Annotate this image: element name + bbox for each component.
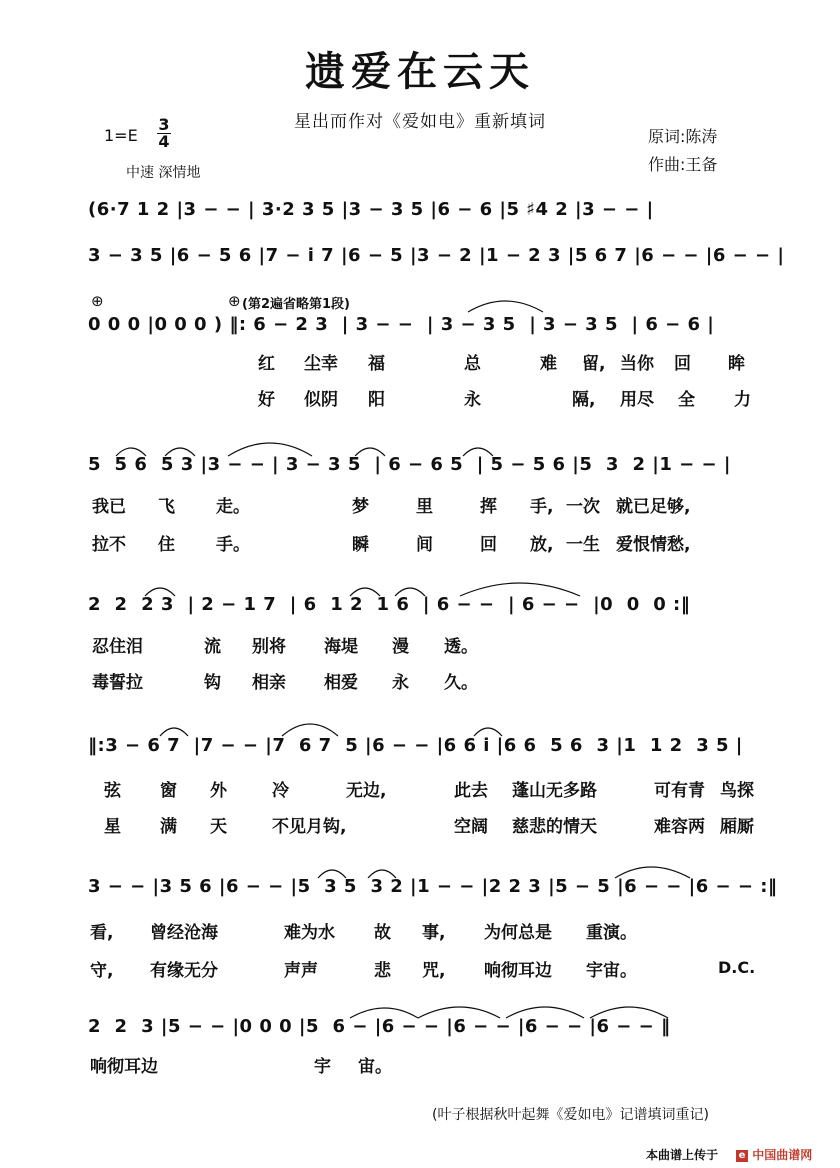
lyricist-credit: 原词:陈涛 bbox=[648, 127, 718, 146]
lyric-char: 留, bbox=[582, 354, 606, 374]
composer-credit: 作曲:王备 bbox=[648, 155, 718, 174]
lyric-char: 窗 bbox=[160, 781, 177, 801]
lyric-char: 一生 bbox=[566, 535, 600, 555]
music-line-5: 2 2 2 3 | 2 − 1 7 | 6 1 2 1 6 | 6 − − | 6 − − |0 0 0 :‖ bbox=[88, 594, 691, 615]
lyric-char: 弦 bbox=[104, 781, 121, 801]
lyric-char: 钩 bbox=[204, 673, 221, 693]
upload-text: 本曲谱上传于 bbox=[646, 1148, 719, 1162]
lyric-char: 厢厮 bbox=[720, 817, 754, 837]
lyric-char: 总 bbox=[464, 354, 481, 374]
lyric-char: 慈悲的情天 bbox=[512, 817, 597, 837]
lyric-char: 一次 bbox=[566, 497, 600, 517]
time-signature-top: 3 bbox=[158, 115, 170, 134]
lyric-line-6a bbox=[104, 776, 754, 801]
lyric-char: 回 bbox=[480, 535, 497, 555]
lyric-char: 飞 bbox=[158, 497, 175, 517]
lyric-line-7a bbox=[90, 918, 637, 943]
lyric-char: 手。 bbox=[216, 535, 250, 555]
lyric-char: 毒誓拉 bbox=[92, 673, 143, 693]
lyric-line-5a bbox=[92, 632, 478, 657]
lyric-char: 空阔 bbox=[454, 817, 488, 837]
lyric-char: 间 bbox=[416, 535, 433, 555]
lyric-char: 事, bbox=[422, 923, 446, 943]
lyric-char: 外 bbox=[210, 781, 227, 801]
lyric-char: 回 bbox=[674, 354, 691, 374]
music-line-8: 2 2 3 |5 − − |0 0 0 |5 6 − |6 − − |6 − − |6 − − |6 − − ‖ bbox=[88, 1016, 671, 1037]
slur-arc bbox=[468, 301, 543, 312]
lyric-char: 别将 bbox=[252, 637, 286, 657]
lyric-char: 蓬山无多路 bbox=[512, 781, 597, 801]
lyric-char: 里 bbox=[416, 497, 433, 517]
lyric-char: 我已 bbox=[92, 497, 126, 517]
lyric-char: 天 bbox=[210, 817, 227, 837]
music-line-3: 0 0 0 |0 0 0 ) ‖: 6 − 2 3 | 3 − − | 3 − 3 5 | 3 − 3 5 | 6 − 6 | bbox=[88, 314, 715, 335]
lyric-char: 永 bbox=[392, 673, 409, 693]
lyric-char: 相爱 bbox=[324, 673, 358, 693]
lyric-char: 走。 bbox=[216, 497, 250, 517]
lyric-char: 响彻耳边 bbox=[90, 1057, 158, 1077]
lyric-char: 难 bbox=[540, 354, 557, 374]
lyric-char: 隔, bbox=[572, 390, 596, 410]
lyric-char: 宇 bbox=[314, 1057, 331, 1077]
lyric-line-3b bbox=[258, 385, 751, 410]
lyric-char: 似阴 bbox=[304, 390, 338, 410]
lyric-char: 红 bbox=[258, 354, 275, 374]
lyric-char: 福 bbox=[368, 354, 385, 374]
lyric-char: 手, bbox=[530, 497, 554, 517]
lyric-char: 海堤 bbox=[324, 637, 358, 657]
song-title: 遗爱在云天 bbox=[305, 48, 535, 95]
lyric-char: 冷 bbox=[272, 781, 289, 801]
lyric-char: 响彻耳边 bbox=[484, 961, 552, 981]
lyric-char: 流 bbox=[204, 637, 221, 657]
key-signature: 1=E bbox=[104, 126, 138, 145]
intro-line-1: (6·7 1 2 |3 − − | 3·2 3 5 |3 − 3 5 |6 − 6 |5 ♯4 2 |3 − − | bbox=[88, 199, 654, 220]
lyric-char: 眸 bbox=[728, 354, 745, 374]
time-signature-bottom: 4 bbox=[158, 132, 170, 151]
lyric-line-3a bbox=[258, 349, 745, 374]
lyric-char: 挥 bbox=[480, 497, 497, 517]
lyric-char: 此去 bbox=[454, 781, 488, 801]
lyric-char: 全 bbox=[678, 390, 695, 410]
music-line-7: 3 − − |3 5 6 |6 − − |5 3 5 3 2 |1 − − |2 2 3 |5 − 5 |6 − − |6 − − :‖ bbox=[88, 876, 778, 897]
lyric-char: 有缘无分 bbox=[150, 961, 218, 981]
music-line-4: 5 5 6 5 3 |3 − − | 3 − 3 5 | 6 − 6 5 | 5 − 5 6 |5 3 2 |1 − − | bbox=[88, 454, 731, 475]
lyric-char: 就已足够, bbox=[616, 497, 691, 517]
lyric-char: 悲 bbox=[374, 961, 391, 981]
lyric-char: 不见月钩, bbox=[272, 817, 347, 837]
lyric-char: 星 bbox=[104, 817, 121, 837]
lyric-char: 咒, bbox=[422, 961, 446, 981]
lyric-char: 难为水 bbox=[284, 923, 335, 943]
lyric-char: 看, bbox=[90, 923, 114, 943]
logo-icon: e bbox=[736, 1150, 748, 1162]
lyric-char: 久。 bbox=[444, 673, 478, 693]
lyric-char: 当你 bbox=[620, 354, 654, 374]
site-logo[interactable] bbox=[736, 1146, 812, 1163]
tempo-marking: 中速 深情地 bbox=[126, 165, 201, 181]
lyric-char: 永 bbox=[464, 390, 481, 410]
lyric-line-7b bbox=[90, 956, 637, 981]
dc-marking: D.C. bbox=[718, 958, 756, 977]
lyric-char: 爱恨情愁, bbox=[616, 535, 691, 555]
lyric-line-4a bbox=[92, 492, 690, 517]
lyric-char: 住 bbox=[158, 535, 175, 555]
lyric-char: 宙。 bbox=[358, 1057, 392, 1077]
coda-mark-icon: ⊕ bbox=[91, 292, 104, 310]
lyric-char: 忍住泪 bbox=[92, 637, 143, 657]
lyric-line-4b bbox=[92, 530, 690, 555]
subtitle: 星出而作对《爱如电》重新填词 bbox=[294, 112, 546, 132]
lyric-char: 漫 bbox=[392, 637, 409, 657]
lyric-char: 拉不 bbox=[92, 535, 126, 555]
music-line-6: ‖:3 − 6 7 |7 − − |7 6 7 5 |6 − − |6 6 i |6 6 5 6 3 |1 1 2 3 5 | bbox=[88, 735, 743, 756]
lyric-char: 相亲 bbox=[252, 673, 286, 693]
lyric-char: 无边, bbox=[346, 781, 387, 801]
intro-line-2: 3 − 3 5 |6 − 5 6 |7 − i 7 |6 − 5 |3 − 2 |1 − 2 3 |5 6 7 |6 − − |6 − − | bbox=[88, 245, 785, 266]
lyric-char: 尘幸 bbox=[304, 354, 338, 374]
lyric-char: 满 bbox=[160, 817, 177, 837]
lyric-line-8a bbox=[90, 1052, 392, 1077]
lyric-char: 重演。 bbox=[586, 923, 637, 943]
lyric-char: 鸟探 bbox=[720, 781, 754, 801]
lyric-char: 守, bbox=[90, 961, 114, 981]
omit-note: (第2遍省略第1段) bbox=[242, 297, 350, 312]
lyric-char: 瞬 bbox=[352, 535, 369, 555]
lyric-char: 宇宙。 bbox=[586, 961, 637, 981]
lyric-char: 为何总是 bbox=[484, 923, 552, 943]
footer-note: (叶子根据秋叶起舞《爱如电》记谱填词重记) bbox=[432, 1107, 709, 1123]
lyric-char: 可有青 bbox=[654, 781, 705, 801]
lyric-line-5b bbox=[92, 668, 478, 693]
lyric-char: 声声 bbox=[284, 961, 318, 981]
time-signature bbox=[157, 117, 171, 150]
lyric-char: 好 bbox=[258, 390, 275, 410]
lyric-line-6b bbox=[104, 812, 754, 837]
coda-mark-icon: ⊕ bbox=[228, 292, 241, 310]
lyric-char: 透。 bbox=[444, 637, 478, 657]
lyric-char: 用尽 bbox=[620, 390, 654, 410]
lyric-char: 阳 bbox=[368, 390, 385, 410]
lyric-char: 力 bbox=[734, 390, 751, 410]
lyric-char: 曾经沧海 bbox=[150, 923, 218, 943]
lyric-char: 梦 bbox=[352, 497, 369, 517]
lyric-char: 放, bbox=[530, 535, 554, 555]
site-logo-text: 中国曲谱网 bbox=[752, 1148, 813, 1162]
lyric-char: 难容两 bbox=[654, 817, 705, 837]
lyric-char: 故 bbox=[374, 923, 391, 943]
